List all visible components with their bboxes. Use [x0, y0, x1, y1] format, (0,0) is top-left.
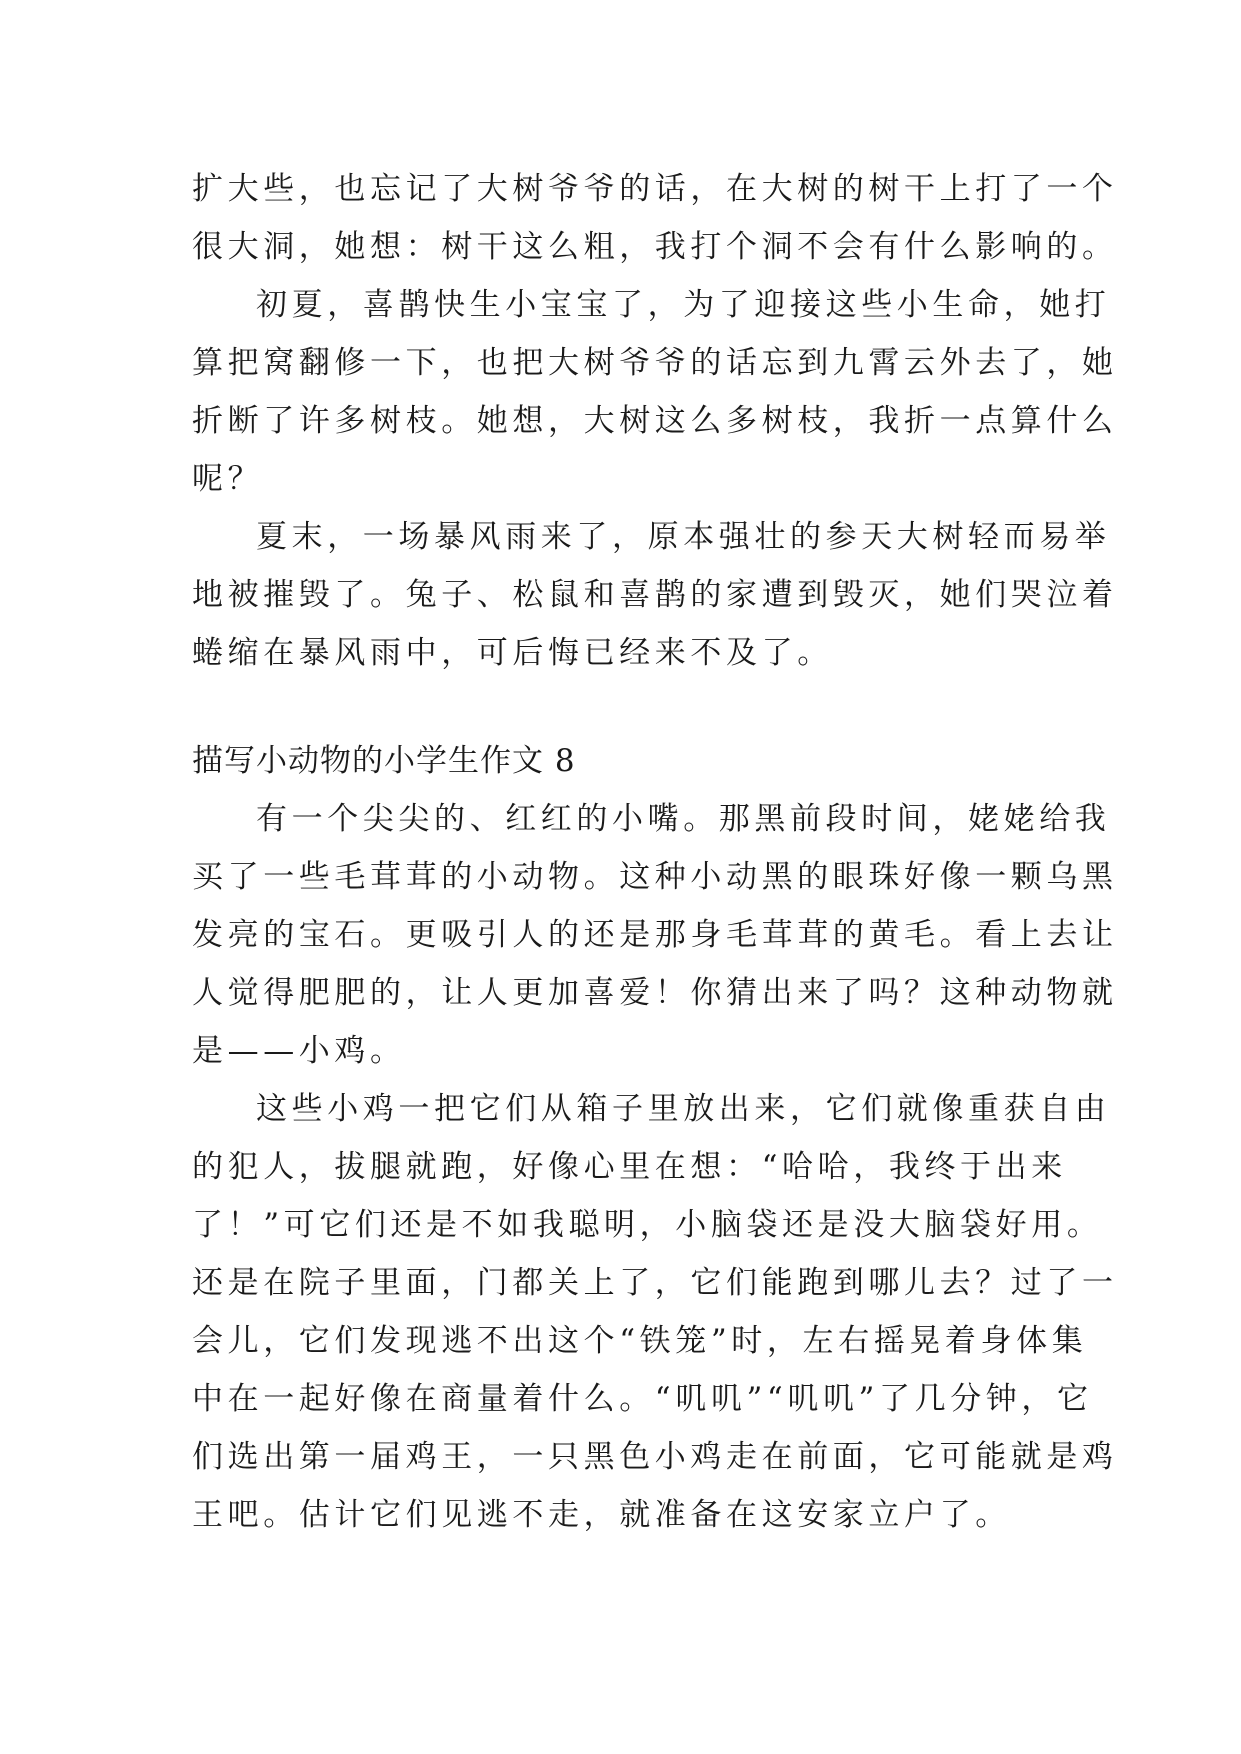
section-gap: [192, 682, 1092, 732]
section-heading: 描写小动物的小学生作文 8: [192, 743, 576, 779]
text-line: 地被摧毁了。兔子、松鼠和喜鹊的家遭到毁灭，她们哭泣着: [192, 577, 1118, 613]
document-body: [192, 160, 1118, 1544]
paragraph-late-summer: [192, 508, 1118, 682]
text-line: 们选出第一届鸡王，一只黑色小鸡走在前面，它可能就是鸡: [192, 1439, 1118, 1475]
text-line: 初夏，喜鹊快生小宝宝了，为了迎接这些小生命，她打: [256, 287, 1111, 323]
text-line: 折断了许多树枝。她想，大树这么多树枝，我折一点算什么: [192, 403, 1118, 439]
text-line: 扩大些，也忘记了大树爷爷的话，在大树的树干上打了一个: [192, 171, 1118, 207]
text-line: 蜷缩在暴风雨中，可后悔已经来不及了。: [192, 635, 833, 671]
text-line: 这些小鸡一把它们从箱子里放出来，它们就像重获自由: [256, 1091, 1111, 1127]
text-line: 会儿，它们发现逃不出这个“铁笼”时，左右摇晃着身体集: [192, 1323, 1088, 1359]
paragraph-burrowing-hole: [192, 160, 1118, 276]
text-line: 还是在院子里面，门都关上了，它们能跑到哪儿去？过了一: [192, 1265, 1118, 1301]
text-line: 人觉得肥肥的，让人更加喜爱！你猜出来了吗？这种动物就: [192, 975, 1118, 1011]
text-line: 的犯人，拔腿就跑，好像心里在想：“哈哈，我终于出来: [192, 1149, 1067, 1185]
text-line: 夏末，一场暴风雨来了，原本强壮的参天大树轻而易举: [256, 519, 1111, 555]
text-line: 有一个尖尖的、红红的小嘴。那黑前段时间，姥姥给我: [256, 801, 1111, 837]
text-line: 是——小鸡。: [192, 1033, 406, 1069]
paragraph-chicks-escape: [192, 1080, 1118, 1544]
paragraph-chicks-intro: [192, 790, 1118, 1080]
text-line: 买了一些毛茸茸的小动物。这种小动黑的眼珠好像一颗乌黑: [192, 859, 1118, 895]
text-line: 王吧。估计它们见逃不走，就准备在这安家立户了。: [192, 1497, 1011, 1533]
text-line: 了！”可它们还是不如我聪明，小脑袋还是没大脑袋好用。: [192, 1207, 1103, 1243]
text-line: 算把窝翻修一下，也把大树爷爷的话忘到九霄云外去了，她: [192, 345, 1118, 381]
paragraph-early-summer: [192, 276, 1118, 508]
text-line: 呢？: [192, 461, 264, 497]
text-line: 很大洞，她想：树干这么粗，我打个洞不会有什么影响的。: [192, 229, 1118, 265]
text-line: 发亮的宝石。更吸引人的还是那身毛茸茸的黄毛。看上去让: [192, 917, 1118, 953]
text-line: 中在一起好像在商量着什么。“叽叽”“叽叽”了几分钟，它: [192, 1381, 1093, 1417]
